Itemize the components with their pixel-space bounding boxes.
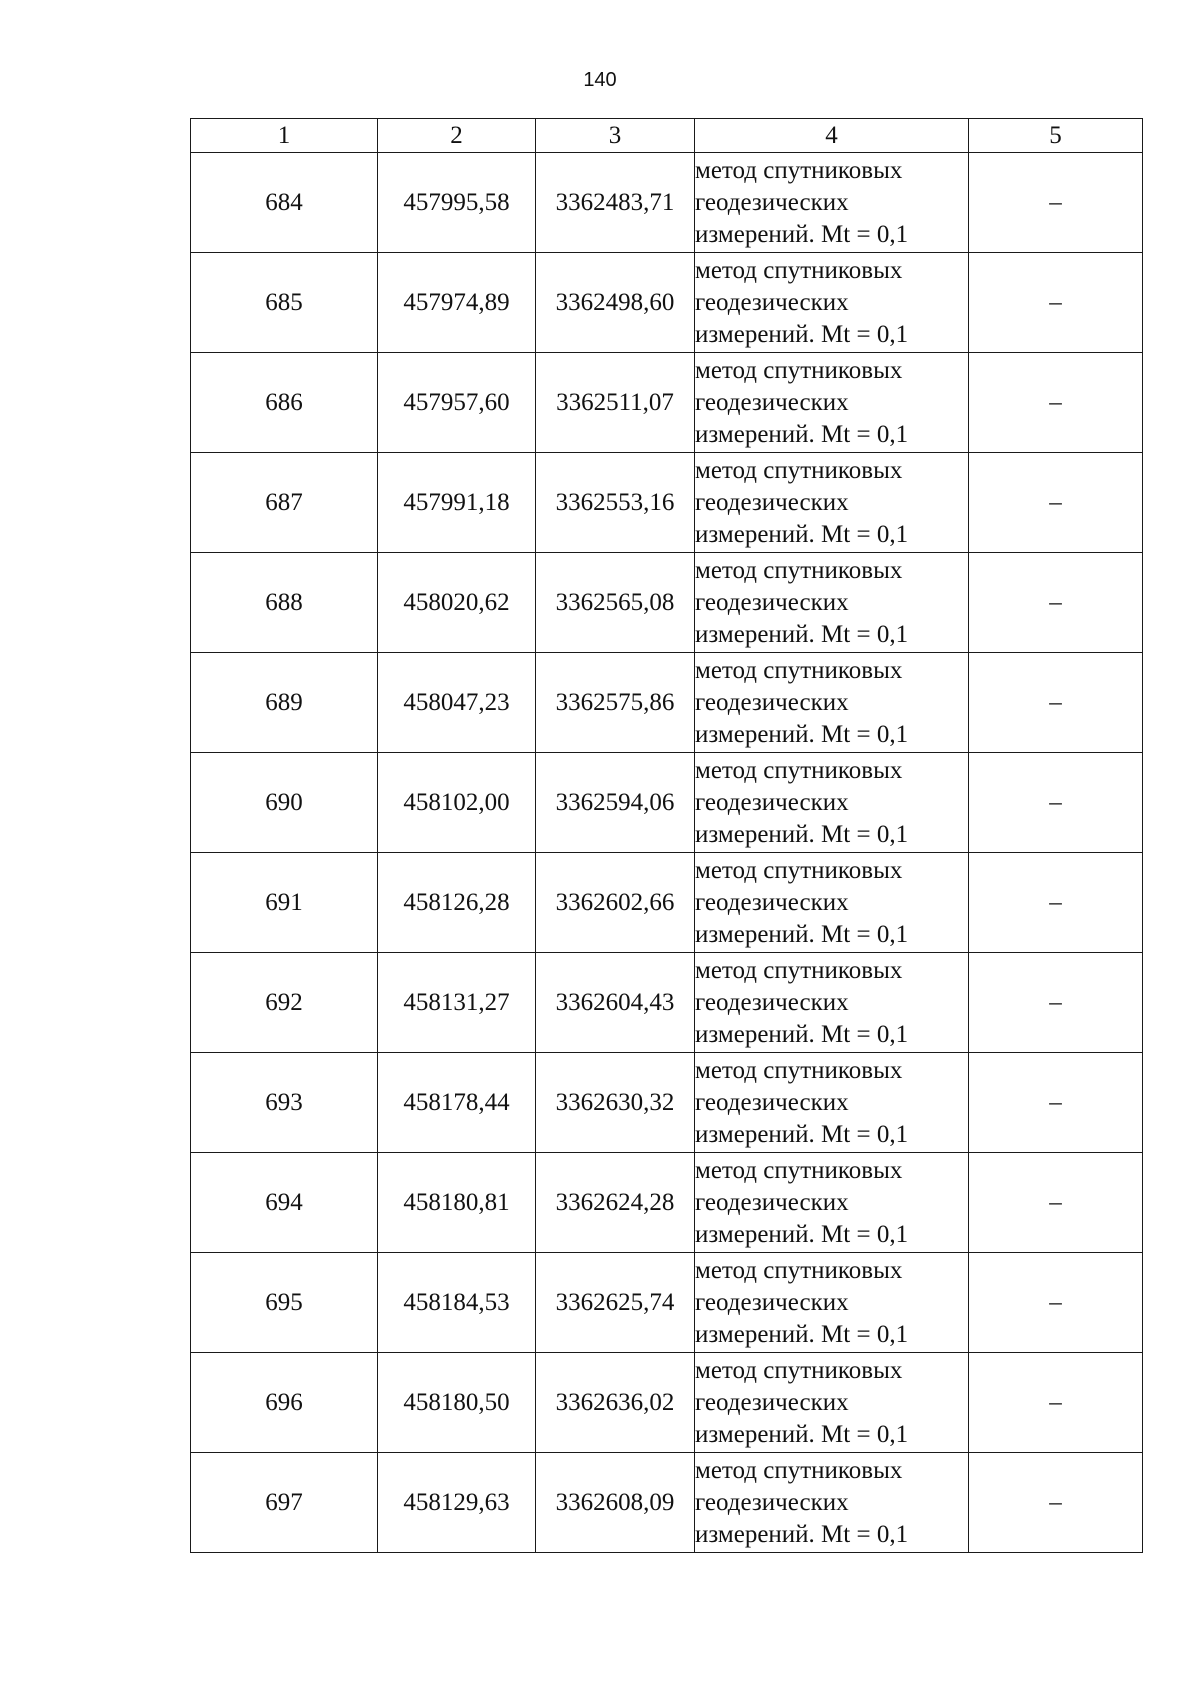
note-cell: – — [969, 753, 1143, 853]
method-cell — [695, 453, 969, 553]
table-header — [191, 119, 1143, 153]
method-line-3: измерений. Mt = 0,1 — [695, 820, 909, 848]
y-coordinate-cell: 3362608,09 — [536, 1453, 695, 1553]
method-line-2: геодезических — [695, 1088, 849, 1116]
x-coordinate-cell: 458131,27 — [378, 953, 536, 1053]
note-cell: – — [969, 953, 1143, 1053]
method-line-2: геодезических — [695, 688, 849, 716]
column-header-1: 1 — [191, 119, 378, 153]
y-coordinate-cell: 3362483,71 — [536, 153, 695, 253]
x-coordinate-cell: 457957,60 — [378, 353, 536, 453]
y-coordinate-cell: 3362575,86 — [536, 653, 695, 753]
x-coordinate-cell: 457974,89 — [378, 253, 536, 353]
column-header-5: 5 — [969, 119, 1143, 153]
method-cell — [695, 1153, 969, 1253]
y-coordinate-cell: 3362594,06 — [536, 753, 695, 853]
method-line-2: геодезических — [695, 488, 849, 516]
method-cell — [695, 1253, 969, 1353]
table-body — [191, 153, 1143, 1553]
note-cell: – — [969, 1053, 1143, 1153]
y-coordinate-cell: 3362604,43 — [536, 953, 695, 1053]
method-cell — [695, 1353, 969, 1453]
method-cell — [695, 1453, 969, 1553]
method-line-1: метод спутниковых — [695, 456, 903, 484]
table-row — [191, 953, 1143, 1053]
x-coordinate-cell: 458047,23 — [378, 653, 536, 753]
point-number-cell: 687 — [191, 453, 378, 553]
note-cell: – — [969, 253, 1143, 353]
table-row — [191, 1353, 1143, 1453]
table-row — [191, 153, 1143, 253]
method-line-3: измерений. Mt = 0,1 — [695, 320, 909, 348]
note-cell: – — [969, 153, 1143, 253]
x-coordinate-cell: 458102,00 — [378, 753, 536, 853]
method-line-3: измерений. Mt = 0,1 — [695, 1520, 909, 1548]
y-coordinate-cell: 3362630,32 — [536, 1053, 695, 1153]
method-line-3: измерений. Mt = 0,1 — [695, 1420, 909, 1448]
method-line-3: измерений. Mt = 0,1 — [695, 720, 909, 748]
note-cell: – — [969, 1453, 1143, 1553]
table-row — [191, 353, 1143, 453]
x-coordinate-cell: 457991,18 — [378, 453, 536, 553]
note-cell: – — [969, 553, 1143, 653]
y-coordinate-cell: 3362625,74 — [536, 1253, 695, 1353]
method-line-1: метод спутниковых — [695, 356, 903, 384]
method-line-2: геодезических — [695, 188, 849, 216]
table-row — [191, 1453, 1143, 1553]
method-line-3: измерений. Mt = 0,1 — [695, 620, 909, 648]
method-line-2: геодезических — [695, 1488, 849, 1516]
x-coordinate-cell: 457995,58 — [378, 153, 536, 253]
column-header-3: 3 — [536, 119, 695, 153]
method-line-1: метод спутниковых — [695, 1156, 903, 1184]
method-line-2: геодезических — [695, 1388, 849, 1416]
table-row — [191, 853, 1143, 953]
method-cell — [695, 553, 969, 653]
method-line-2: геодезических — [695, 988, 849, 1016]
method-line-1: метод спутниковых — [695, 156, 903, 184]
method-cell — [695, 253, 969, 353]
point-number-cell: 690 — [191, 753, 378, 853]
coordinates-table — [190, 118, 1143, 1553]
point-number-cell: 684 — [191, 153, 378, 253]
note-cell: – — [969, 1153, 1143, 1253]
method-line-1: метод спутниковых — [695, 756, 903, 784]
y-coordinate-cell: 3362498,60 — [536, 253, 695, 353]
table-row — [191, 553, 1143, 653]
y-coordinate-cell: 3362511,07 — [536, 353, 695, 453]
point-number-cell: 696 — [191, 1353, 378, 1453]
method-line-3: измерений. Mt = 0,1 — [695, 1320, 909, 1348]
x-coordinate-cell: 458129,63 — [378, 1453, 536, 1553]
x-coordinate-cell: 458180,50 — [378, 1353, 536, 1453]
method-cell — [695, 753, 969, 853]
method-line-2: геодезических — [695, 1288, 849, 1316]
method-cell — [695, 953, 969, 1053]
note-cell: – — [969, 453, 1143, 553]
table-row — [191, 253, 1143, 353]
method-line-1: метод спутниковых — [695, 656, 903, 684]
y-coordinate-cell: 3362624,28 — [536, 1153, 695, 1253]
method-line-2: геодезических — [695, 788, 849, 816]
y-coordinate-cell: 3362636,02 — [536, 1353, 695, 1453]
method-line-2: геодезических — [695, 388, 849, 416]
page-number: 140 — [583, 69, 617, 91]
method-cell — [695, 153, 969, 253]
method-line-2: геодезических — [695, 288, 849, 316]
method-line-1: метод спутниковых — [695, 1456, 903, 1484]
note-cell: – — [969, 1353, 1143, 1453]
point-number-cell: 695 — [191, 1253, 378, 1353]
header-row — [191, 119, 1143, 153]
y-coordinate-cell: 3362602,66 — [536, 853, 695, 953]
table-row — [191, 653, 1143, 753]
x-coordinate-cell: 458020,62 — [378, 553, 536, 653]
point-number-cell: 689 — [191, 653, 378, 753]
method-line-1: метод спутниковых — [695, 1056, 903, 1084]
method-line-1: метод спутниковых — [695, 256, 903, 284]
point-number-cell: 692 — [191, 953, 378, 1053]
method-line-2: геодезических — [695, 888, 849, 916]
method-line-1: метод спутниковых — [695, 856, 903, 884]
method-line-3: измерений. Mt = 0,1 — [695, 1120, 909, 1148]
method-line-1: метод спутниковых — [695, 556, 903, 584]
method-line-1: метод спутниковых — [695, 956, 903, 984]
note-cell: – — [969, 1253, 1143, 1353]
note-cell: – — [969, 853, 1143, 953]
method-line-3: измерений. Mt = 0,1 — [695, 520, 909, 548]
y-coordinate-cell: 3362565,08 — [536, 553, 695, 653]
y-coordinate-cell: 3362553,16 — [536, 453, 695, 553]
table-row — [191, 1153, 1143, 1253]
table-row — [191, 453, 1143, 553]
column-header-2: 2 — [378, 119, 536, 153]
table-row — [191, 1053, 1143, 1153]
note-cell: – — [969, 353, 1143, 453]
method-cell — [695, 353, 969, 453]
point-number-cell: 694 — [191, 1153, 378, 1253]
method-cell — [695, 1053, 969, 1153]
method-line-3: измерений. Mt = 0,1 — [695, 220, 909, 248]
point-number-cell: 685 — [191, 253, 378, 353]
x-coordinate-cell: 458178,44 — [378, 1053, 536, 1153]
x-coordinate-cell: 458184,53 — [378, 1253, 536, 1353]
method-line-3: измерений. Mt = 0,1 — [695, 920, 909, 948]
method-line-2: геодезических — [695, 1188, 849, 1216]
column-header-4: 4 — [695, 119, 969, 153]
point-number-cell: 688 — [191, 553, 378, 653]
point-number-cell: 693 — [191, 1053, 378, 1153]
method-line-3: измерений. Mt = 0,1 — [695, 1020, 909, 1048]
method-line-3: измерений. Mt = 0,1 — [695, 1220, 909, 1248]
x-coordinate-cell: 458126,28 — [378, 853, 536, 953]
table-row — [191, 753, 1143, 853]
method-line-3: измерений. Mt = 0,1 — [695, 420, 909, 448]
method-line-1: метод спутниковых — [695, 1256, 903, 1284]
table-row — [191, 1253, 1143, 1353]
method-cell — [695, 853, 969, 953]
method-line-2: геодезических — [695, 588, 849, 616]
point-number-cell: 686 — [191, 353, 378, 453]
method-line-1: метод спутниковых — [695, 1356, 903, 1384]
note-cell: – — [969, 653, 1143, 753]
x-coordinate-cell: 458180,81 — [378, 1153, 536, 1253]
point-number-cell: 697 — [191, 1453, 378, 1553]
point-number-cell: 691 — [191, 853, 378, 953]
method-cell — [695, 653, 969, 753]
